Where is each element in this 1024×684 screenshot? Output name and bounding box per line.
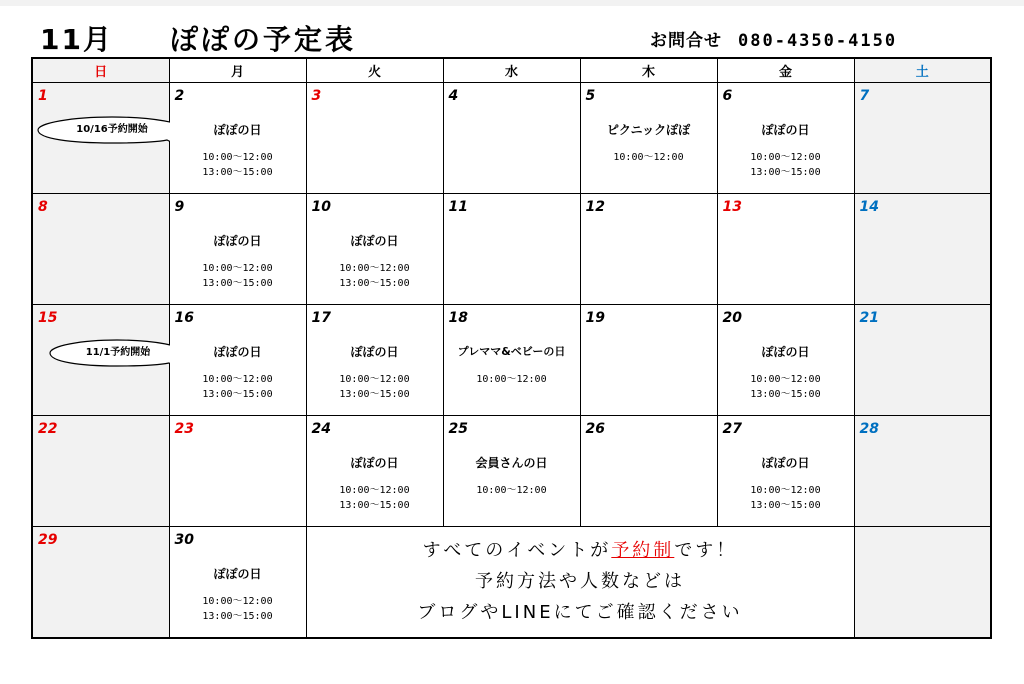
event-times <box>718 372 854 402</box>
event-name: プレママ&ベビーの日 <box>457 345 566 358</box>
day-number: 13 <box>722 199 742 215</box>
bubble-text: 11/1予約開始 <box>85 347 151 358</box>
day-number: 24 <box>311 421 331 437</box>
day-cell <box>717 305 854 416</box>
event-name: ぽぽの日 <box>761 123 810 137</box>
day-number: 30 <box>174 532 194 548</box>
weekday-fri: 金 <box>717 58 854 83</box>
event-times <box>718 483 854 513</box>
event-name: ぽぽの日 <box>213 123 262 137</box>
day-cell <box>580 194 717 305</box>
time-slot: 13:00～15:00 <box>339 389 410 400</box>
event-times <box>170 261 306 291</box>
day-number: 6 <box>722 88 733 104</box>
day-cell <box>32 527 169 639</box>
day-number: 19 <box>585 310 605 326</box>
month-label: 11月 <box>40 23 113 56</box>
day-cell <box>306 83 443 194</box>
day-cell <box>306 416 443 527</box>
event-times <box>307 261 443 291</box>
day-number: 5 <box>585 88 596 104</box>
contact-number: 080-4350-4150 <box>738 31 898 51</box>
schedule-title: ぽぽの予定表 <box>170 23 357 56</box>
day-cell <box>169 194 306 305</box>
time-slot: 13:00～15:00 <box>202 167 273 178</box>
day-number: 3 <box>311 88 322 104</box>
time-slot: 10:00～12:00 <box>202 596 273 607</box>
day-number: 14 <box>859 199 879 215</box>
event-name: ぽぽの日 <box>213 567 262 581</box>
day-number: 11 <box>448 199 468 215</box>
time-slot: 10:00～12:00 <box>202 152 273 163</box>
bubble-text: 10/16予約開始 <box>76 124 148 135</box>
event-name: ぽぽの日 <box>350 456 399 470</box>
day-number: 4 <box>448 88 459 104</box>
day-cell <box>717 83 854 194</box>
day-number: 16 <box>174 310 194 326</box>
notice-line-1-before: すべてのイベントが <box>422 540 612 561</box>
event-name: ぽぽの日 <box>761 345 810 359</box>
day-number: 9 <box>174 199 185 215</box>
time-slot: 10:00～12:00 <box>613 152 684 163</box>
day-number: 29 <box>38 532 58 548</box>
weekday-sat: 土 <box>854 58 991 83</box>
event-times <box>444 483 580 498</box>
event-name: ぽぽの日 <box>350 234 399 248</box>
day-cell <box>717 194 854 305</box>
time-slot: 13:00～15:00 <box>202 611 273 622</box>
day-cell-empty <box>854 527 991 639</box>
speech-bubble <box>37 115 187 145</box>
day-number: 10 <box>311 199 331 215</box>
event-name: ぽぽの日 <box>761 456 810 470</box>
weekday-thu: 木 <box>580 58 717 83</box>
day-cell <box>32 194 169 305</box>
day-cell <box>854 83 991 194</box>
day-number: 1 <box>38 88 48 104</box>
event-times <box>307 372 443 402</box>
event-name: ぽぽの日 <box>350 345 399 359</box>
top-bar <box>0 0 1024 6</box>
day-number: 22 <box>38 421 58 437</box>
event-times <box>581 150 717 165</box>
event-name: ぽぽの日 <box>213 234 262 248</box>
day-cell <box>854 194 991 305</box>
weekday-header-row <box>32 58 991 83</box>
day-cell <box>169 83 306 194</box>
day-cell <box>854 305 991 416</box>
week-row <box>32 305 991 416</box>
day-cell <box>854 416 991 527</box>
day-number: 12 <box>585 199 605 215</box>
day-cell <box>306 194 443 305</box>
day-cell <box>580 83 717 194</box>
notice-line-1-after: です！ <box>674 540 738 561</box>
event-name: ピクニックぽぽ <box>606 123 691 137</box>
day-cell <box>443 416 580 527</box>
day-number: 18 <box>448 310 468 326</box>
day-number: 27 <box>722 421 742 437</box>
day-number: 8 <box>38 199 48 215</box>
event-times <box>170 150 306 180</box>
contact-info <box>650 26 897 51</box>
day-number: 20 <box>722 310 742 326</box>
day-number: 17 <box>311 310 331 326</box>
time-slot: 10:00～12:00 <box>339 374 410 385</box>
event-name: ぽぽの日 <box>213 345 262 359</box>
notice-line-1 <box>307 535 854 566</box>
event-times <box>170 594 306 624</box>
notice-line-3: ブログやLINEにてご確認ください <box>417 602 743 623</box>
day-cell <box>169 305 306 416</box>
time-slot: 10:00～12:00 <box>750 485 821 496</box>
time-slot: 13:00～15:00 <box>202 389 273 400</box>
event-times <box>170 372 306 402</box>
reservation-notice <box>307 535 854 628</box>
day-cell <box>443 305 580 416</box>
event-times <box>718 150 854 180</box>
week-row <box>32 416 991 527</box>
day-number: 7 <box>859 88 870 104</box>
day-cell <box>580 416 717 527</box>
week-row <box>32 194 991 305</box>
time-slot: 13:00～15:00 <box>750 167 821 178</box>
day-number: 15 <box>38 310 58 326</box>
day-number: 21 <box>859 310 879 326</box>
day-cell <box>580 305 717 416</box>
day-number: 28 <box>859 421 879 437</box>
time-slot: 13:00～15:00 <box>339 500 410 511</box>
notice-highlight: 予約制 <box>611 540 675 561</box>
event-name: 会員さんの日 <box>475 456 548 470</box>
time-slot: 10:00～12:00 <box>750 374 821 385</box>
week-row <box>32 83 991 194</box>
time-slot: 10:00～12:00 <box>339 263 410 274</box>
time-slot: 10:00～12:00 <box>339 485 410 496</box>
time-slot: 13:00～15:00 <box>339 278 410 289</box>
weekday-mon: 月 <box>169 58 306 83</box>
day-cell <box>443 194 580 305</box>
weekday-sun: 日 <box>32 58 169 83</box>
time-slot: 10:00～12:00 <box>202 374 273 385</box>
day-cell <box>717 416 854 527</box>
notice-line-2: 予約方法や人数などは <box>475 571 685 592</box>
day-cell <box>32 416 169 527</box>
day-cell <box>169 527 306 639</box>
time-slot: 13:00～15:00 <box>750 389 821 400</box>
day-cell <box>443 83 580 194</box>
notice-cell <box>306 527 854 639</box>
weekday-wed: 水 <box>443 58 580 83</box>
time-slot: 10:00～12:00 <box>476 374 547 385</box>
day-cell <box>306 305 443 416</box>
day-cell <box>32 83 169 194</box>
day-cell <box>169 416 306 527</box>
time-slot: 13:00～15:00 <box>750 500 821 511</box>
calendar-grid <box>31 57 992 639</box>
day-number: 26 <box>585 421 605 437</box>
weekday-tue: 火 <box>306 58 443 83</box>
event-times <box>444 372 580 387</box>
day-number: 23 <box>174 421 194 437</box>
time-slot: 10:00～12:00 <box>476 485 547 496</box>
time-slot: 10:00～12:00 <box>202 263 273 274</box>
time-slot: 10:00～12:00 <box>750 152 821 163</box>
day-number: 25 <box>448 421 468 437</box>
contact-label: お問合せ <box>650 31 722 51</box>
day-cell <box>32 305 169 416</box>
day-number: 2 <box>174 88 185 104</box>
time-slot: 13:00～15:00 <box>202 278 273 289</box>
event-times <box>307 483 443 513</box>
week-row <box>32 527 991 639</box>
